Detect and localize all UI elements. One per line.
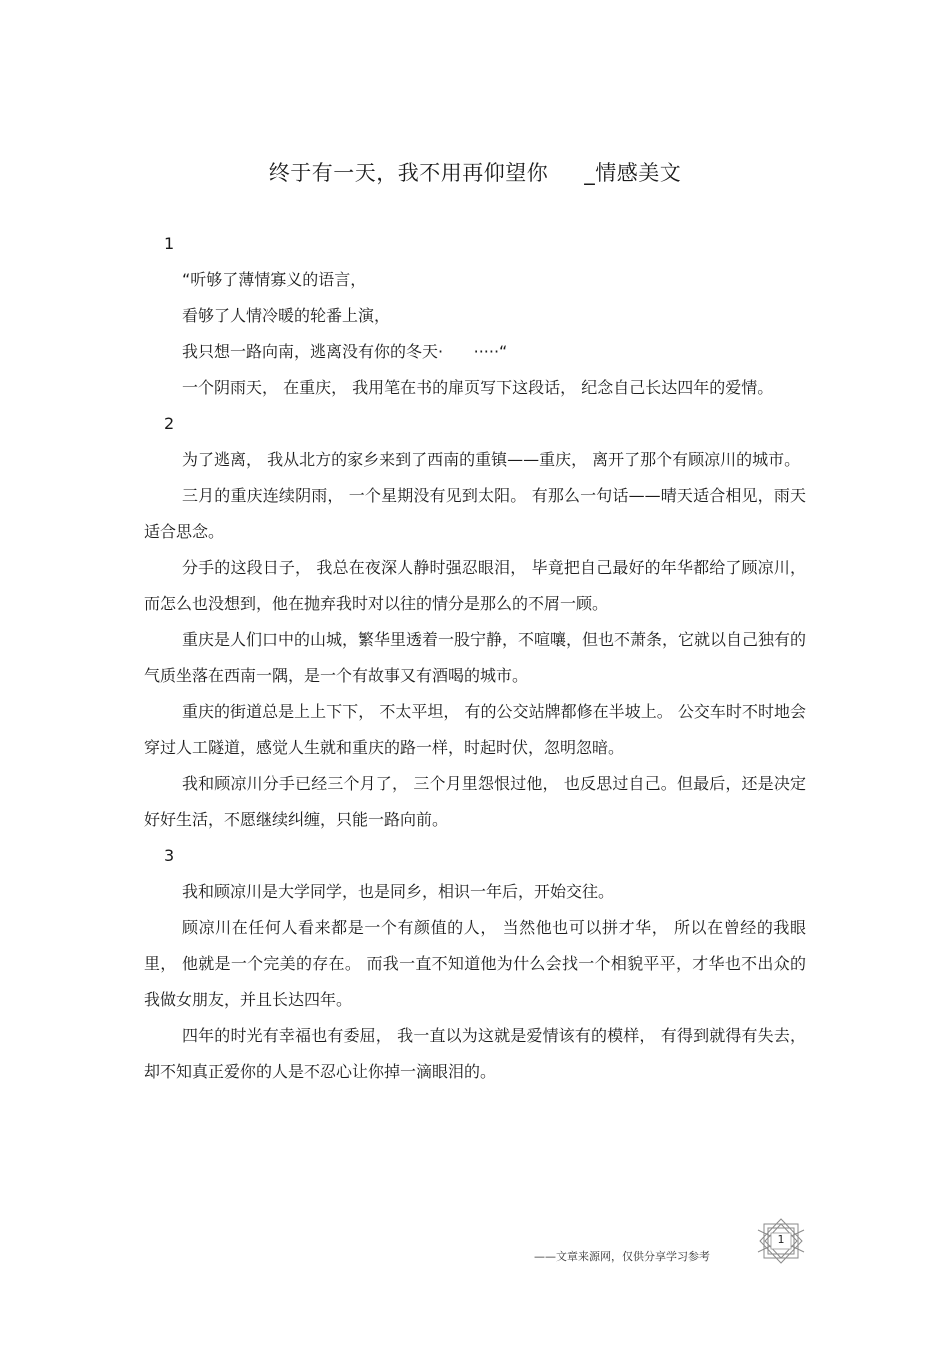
footer-source-note: ——文章来源网，仅供分享学习参考: [534, 1250, 710, 1263]
paragraph: “听够了薄情寡义的语言，: [182, 270, 367, 289]
paragraph: 四年的时光有幸福也有委屈， 我一直以为这就是爱情该有的模样， 有得到就得有失去，却不知真正爱你的人是不忍心让你掉一滴眼泪的。: [144, 1026, 806, 1081]
paragraph: 重庆的街道总是上上下下， 不太平坦， 有的公交站牌都修在半坡上。 公交车时不时地会穿过人工隧道，感觉人生就和重庆的路一样，时起时伏，忽明忽暗。: [144, 702, 806, 757]
paragraph: 我和顾凉川是大学同学，也是同乡，相识一年后，开始交往。: [182, 882, 615, 901]
article-body: [144, 226, 806, 1090]
article-title: 终于有一天，我不用再仰望你 _情感美文: [268, 161, 682, 185]
section-number: 3: [164, 846, 175, 865]
paragraph: 重庆是人们口中的山城，繁华里透着一股宁静，不喧嚷，但也不萧条，它就以自己独有的气质坐落在西南一隅，是一个有故事又有酒喝的城市。: [144, 630, 807, 685]
paragraph: 我只想一路向南，逃离没有你的冬天· ·····“: [182, 342, 508, 361]
paragraph: 看够了人情冷暖的轮番上演，: [182, 306, 391, 325]
paragraph: 为了逃离， 我从北方的家乡来到了西南的重镇——重庆， 离开了那个有顾凉川的城市。: [182, 450, 801, 469]
page-number-badge: [756, 1218, 806, 1264]
paragraph: 一个阴雨天， 在重庆， 我用笔在书的扉页写下这段话， 纪念自己长达四年的爱情。: [182, 378, 774, 397]
paragraph: 分手的这段日子， 我总在夜深人静时强忍眼泪， 毕竟把自己最好的年华都给了顾凉川，而怎么也没想到，他在抛弃我时对以往的情分是那么的不屑一顾。: [144, 558, 806, 613]
section-number: 2: [164, 414, 175, 433]
paragraph: 顾凉川在任何人看来都是一个有颜值的人， 当然他也可以拼才华， 所以在曾经的我眼里， 他就是一个完美的存在。 而我一直不知道他为什么会找一个相貌平平，才华也不出众的我做女朋友，并且长达四年。: [144, 918, 806, 1009]
paragraph: 我和顾凉川分手已经三个月了， 三个月里怨恨过他， 也反思过自己。但最后，还是决定好好生活，不愿继续纠缠，只能一路向前。: [144, 774, 806, 829]
page-number: 1: [777, 1233, 785, 1246]
paragraph: 三月的重庆连续阴雨， 一个星期没有见到太阳。 有那么一句话——晴天适合相见，雨天适合思念。: [144, 486, 806, 541]
section-number: 1: [164, 234, 175, 253]
